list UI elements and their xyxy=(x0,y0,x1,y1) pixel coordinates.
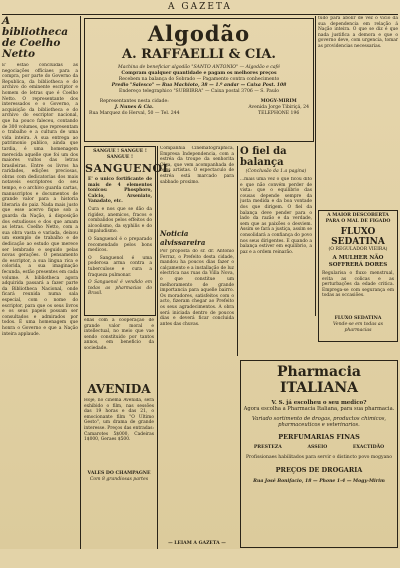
fluxo-box-title: A MAIOR DESCOBERTA xyxy=(327,213,389,218)
noticia-text: Por proposta do sr. dr. Antonio Ferraz, o Prefeito desta cidade, mandou ha poucos dias fazer o calçamento e a installação de luz electrica nas ruas da Villa Nova, o que constitue um melhoramento de grande importancia para aquelle bairro. Os moradores, satisfeitos com o acto, fizeram chegar ao Prefeito os seus agradecimentos. A obra será iniciada dentro de poucos dias e deverá ficar concluida antes das chuvas. xyxy=(160,249,234,327)
fluxo-vendor2: Vende-se em todas as pharmacias xyxy=(332,322,384,333)
pharmacia-line2: Agora escolha a Pharmacia Italiana, para sua pharmacia. xyxy=(243,406,395,412)
mid-text: ellas com a cooperação de grande valor moral e intellectual, no meio que vae sendo constituido por tantos annos, em beneficio da sociedade. xyxy=(84,318,154,351)
noticia-title: Noticia alvissareira xyxy=(160,229,206,247)
algodao-line1: Machina de beneficiar algodão "SANTO ANTONIO" — Algodão e café xyxy=(118,65,280,70)
column-divider-right xyxy=(315,16,316,316)
fiel-subtitle: (Conclusão da 1.a pagina) xyxy=(245,169,307,174)
left-article-body: E' estão concluidas as negociações officiaes para a compra, por parte do Governo da Republica, da bibliotheca e do archivo do eminente escriptor e homem de letras que é Coelho Netto. O representante dos interessados e o Governo, a acquisição da bibliotheca e do archivo do escriptor nacional, que ha pouco faleceu, contando de 300 volumes, que representam o trabalho e a cultura de uma vida inteira. A sua entrega ao patrimonio publico, ainda que tardia, é uma homenagem merecida aquelle que foi um dos maiores vultos das letras brasileiras. Entre os livros ha raridades, edições preciosas, obras com dedicatorias dos mais notaveis escriptores do seu tempo, e o archivo guarda cartas, manuscriptos e documentos de grande valor para a historia literaria do paiz. Nada mais justo que esse acervo fique sob a guarda da Nação, á disposição dos estudiosos e dos que amam as letras. Coelho Netto, com a sua obra vasta e variada, deixou um exemplo de trabalho e de dedicação ao estudo que merece ser lembrado e seguido pelas novas gerações. O pensamento do escriptor, a sua lingua rica e colorida, a sua imaginação fecunda, estão presentes em cada volume. A bibliotheca agora adquirida passará a fazer parte da Bibliotheca Nacional, onde ficará reunida numa sala especial, com o nome do escriptor, para que os seus livros e os seus papeis possam ser consultados e admirados por todos. É uma homenagem que honra o Governo e que a Nação inteira applaude. xyxy=(2,63,78,337)
far-right-text: tudo para abolir de vez o vicio da sua dependencia em relação á Nação inteira. O que se diz é que nada justifica a demora e que o governo deve, com urgencia, tomar as providencias necessarias. xyxy=(318,16,398,49)
column-divider-2 xyxy=(157,146,158,549)
algodao-rep-label: Representantes nesta cidade: xyxy=(99,99,169,104)
left-column xyxy=(2,16,78,549)
pharmacia-title: Pharmacia ITALIANA xyxy=(277,364,361,396)
right-mid-column xyxy=(160,146,234,549)
masthead-rule xyxy=(2,14,398,15)
column-divider xyxy=(80,16,81,549)
sanguenol-header: SANGUE ! SANGUE ! SANGUE ! xyxy=(93,149,147,160)
algodao-line5: Endereço telegraphico "SUBBIRRA" — Caixa postal 3706 — S. Paulo xyxy=(118,89,280,94)
sanguenol-brand: SANGUENOL xyxy=(85,162,171,175)
far-right-column xyxy=(318,16,398,206)
algodao-right-address: Avenida Jorge Tibiriçá, 24 xyxy=(248,105,309,110)
fluxo-vendor: FLUXO SEDATINA xyxy=(334,316,382,321)
algodao-city: MOGY-MIRIM xyxy=(260,99,297,104)
mid-column xyxy=(84,318,154,549)
algodao-rep-name: J. Nunes & Cia. xyxy=(114,105,154,110)
algodao-line3: Recebem na balança do Sobrado — Pagamento contra conhecimento xyxy=(118,77,280,82)
pharmacia-col3: EXACTIDÃO xyxy=(352,445,385,450)
sanguenol-footer: O Sanguenol é vendido em todas as pharmacias do Brasil. xyxy=(88,280,152,297)
column-divider-3 xyxy=(237,146,238,356)
pharmacia-col1: PRESTEZA xyxy=(253,445,282,450)
sanguenol-text3: O Sanguenol é o preparado recomendado pelos bons medicos. xyxy=(88,236,152,254)
fiel-title: O fiel da balança xyxy=(240,146,287,168)
avenida-text: Hoje, no cinema Avenida, será exhibido o film, nas sessões das 19 horas e das 21, o emocionante film "O Ultimo Gesto", um drama de grande interesse. Preços das entradas: Camarotes 5$000, Cadeiras 1$000, Geraes $500. xyxy=(84,398,154,443)
champagne-title: VALES DO CHAMPAGNE xyxy=(87,471,151,476)
right-mid-text: Companhia Cinematographica, Empresa Independencia, com a estréa da troupe da senhorita Olga, que vem acompanhada de bons artistas. O espectaculo de estréa está marcado para sabbado proximo. xyxy=(160,146,234,185)
leiam-footer: — LEIAM A GAZETA — xyxy=(168,541,226,546)
masthead: A GAZETA xyxy=(168,2,232,12)
sanguenol-text2: Cura e nos que se dão da rigidez, anemicos, fracos e combalidos pelos effeitos do alcoolismo, da syphilis e do impaludismo. xyxy=(88,206,152,235)
pharmacia-line6: PREÇOS DE DROGARIA xyxy=(275,466,363,474)
pharmacia-line5: Profissionaes habilitados para servir o distincto povo mogyano xyxy=(245,455,393,460)
sanguenol-text4: O Sanguenol é uma poderosa arma contra a tuberculose e cura a fraqueza pulmonar. xyxy=(88,255,152,278)
left-article-title: A bibliotheca de Coelho Netto xyxy=(2,15,69,60)
fluxo-box-sub: PARA O MAL DE FIGADO xyxy=(325,219,391,224)
pharmacia-line3: Variado sortimento de drogas, productos chimicos, pharmaceuticos e veterinarios. xyxy=(251,416,387,428)
algodao-tel: TELEPHONE 196 xyxy=(258,111,300,116)
fiel-column xyxy=(240,146,312,356)
pharmacia-line7: Rua José Bonifacio, 18 — Phone 1-4 — Mogy-Mirim xyxy=(253,479,385,484)
algodao-line2: Compram qualquer quantidade e pagam os melhores preços xyxy=(121,71,277,76)
pharmacia-col2: ASSEIO xyxy=(307,445,328,450)
avenida-title: AVENIDA xyxy=(87,382,151,396)
fluxo-tagline: (O REGULADOR VIEIRA) xyxy=(328,247,388,252)
fluxo-brand: FLUXO SEDATINA xyxy=(331,227,385,247)
fiel-text: ...mais uma vez o que ficou dito e que não convém perder de vista: que o equilibrio das cousas depende sempre da justa medida e da boa vontade dos que dirigem. O fiel da balança deve pender para o lado da razão e da verdade, sem que as paixões o desviem. Assim se fará a justiça, assim se consolidará a confiança do povo nos seus dirigentes. E quando a balança estiver em equilibrio, a paz e a ordem reinarão. xyxy=(240,177,312,255)
pharmacia-line4: PERFUMARIAS FINAS xyxy=(278,433,360,441)
fluxo-slogan: A MULHER NÃO SOFFRERÁ DORES xyxy=(328,255,388,268)
sanguenol-ad xyxy=(84,146,171,316)
algodao-company: A. RAFFAELLI & CIA. xyxy=(122,47,276,62)
fluxo-text: Regularisa o fluxo menstrual, evita as colicas e as perturbações da edade critica. Emprega-se com segurança em todas as occasiões. xyxy=(322,271,394,299)
sanguenol-text1: E' o unico fortificante de mais de 4 elementos tonicos: Phosphoro, Calcio, Arseniato, Vanadato, etc. xyxy=(88,177,152,205)
fluxo-sedatina-ad xyxy=(318,210,398,342)
algodao-ad xyxy=(84,18,314,142)
algodao-title: Algodão xyxy=(147,21,251,46)
algodao-rep-address: Rua Marquez do Herval, 50 — Tel. 244 xyxy=(89,111,180,116)
pharmacia-line1: V. S. já escolheu o seu medico? xyxy=(271,400,367,406)
pharmacia-italiana-ad xyxy=(240,360,398,548)
champagne-text: Com 8 grandiosas partes xyxy=(89,477,149,482)
algodao-line4: Predio "Salesco" — Rua Machioto, 38 — 1.º andar — Caixa Post. 108 xyxy=(111,83,287,88)
